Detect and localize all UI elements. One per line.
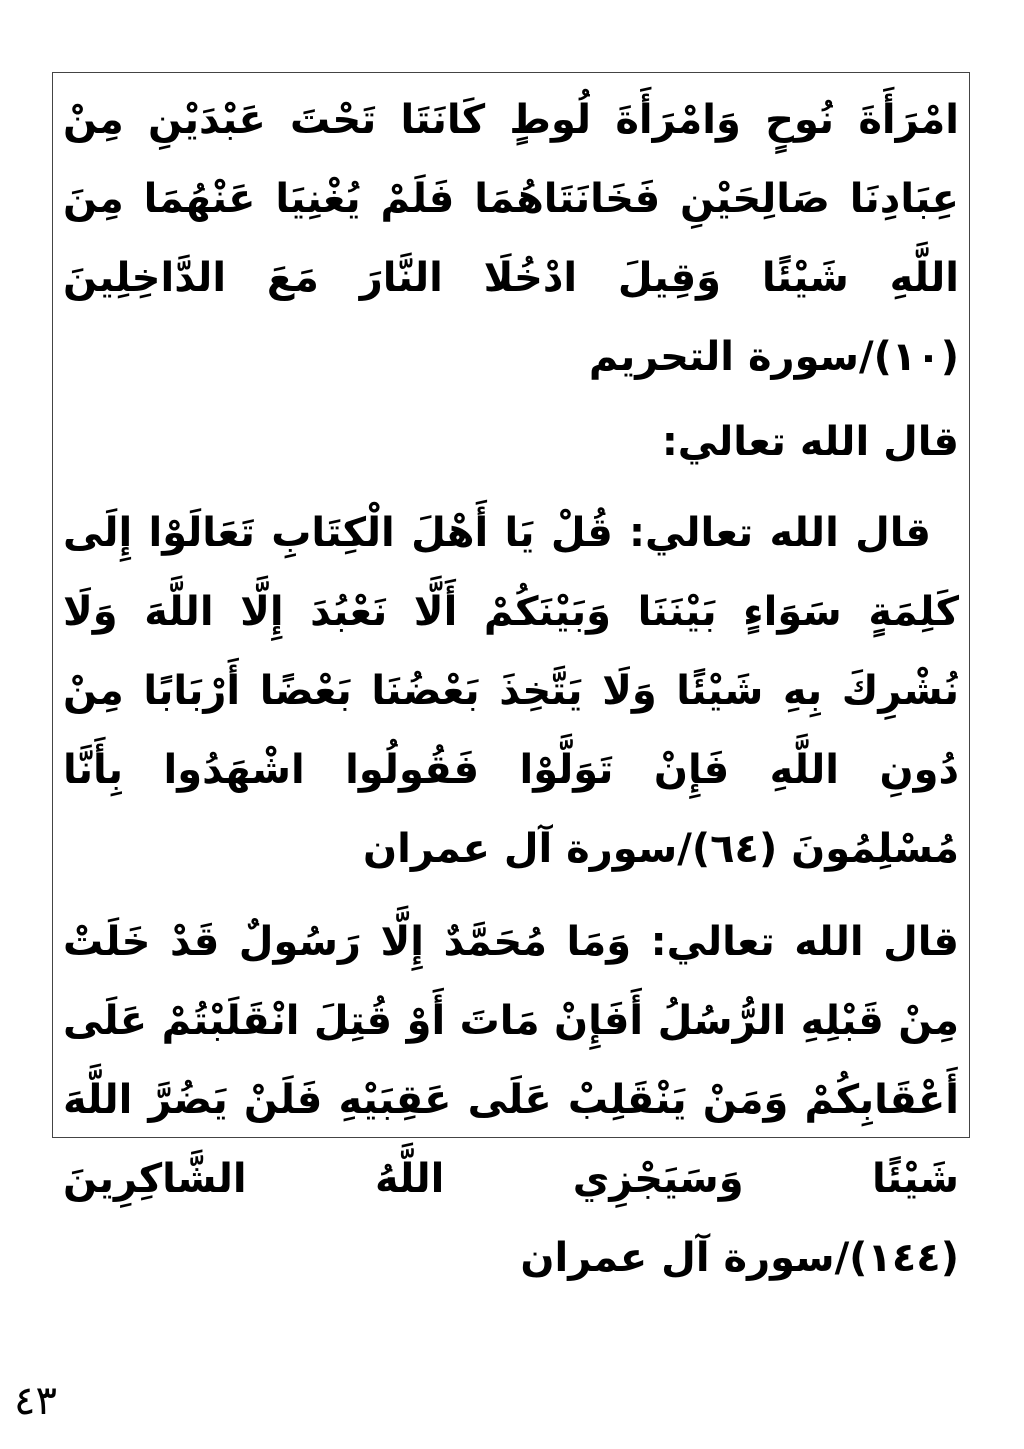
verse-text-3: قال الله تعالي: وَمَا مُحَمَّدٌ إِلَّا رَسُولٌ قَدْ خَلَتْ مِنْ قَبْلِهِ الرُّسُلُ أَفَإِنْ مَاتَ أَوْ قُتِلَ انْقَلَبْتُمْ عَلَى أَعْقَابِكُمْ وَمَنْ يَنْقَلِبْ عَلَى عَقِبَيْهِ فَلَنْ يَضُرَّ اللَّهَ شَيْئًا وَسَيَجْزِي اللَّهُ الشَّاكِرِينَ <box>63 919 959 1202</box>
page-number: ٤٣ <box>14 1378 57 1424</box>
verse-passage-3 <box>63 903 959 1298</box>
verse-text-1: امْرَأَةَ نُوحٍ وَامْرَأَةَ لُوطٍ كَانَتَا تَحْتَ عَبْدَيْنِ مِنْ عِبَادِنَا صَالِحَيْنِ فَخَانَتَاهُمَا فَلَمْ يُغْنِيَا عَنْهُمَا مِنَ اللَّهِ شَيْئًا وَقِيلَ ادْخُلَا النَّارَ مَعَ الدَّاخِلِينَ <box>63 97 959 301</box>
verse-reference-2: (٦٤)/سورة آل عمران <box>363 826 778 872</box>
page-frame <box>52 72 970 1281</box>
section-heading: قال الله تعالي: <box>661 419 959 465</box>
verse-passage-2 <box>63 494 959 889</box>
verse-reference-3: (١٤٤)/سورة آل عمران <box>520 1235 959 1281</box>
verse-passage-1 <box>63 81 959 397</box>
verse-text-2: قال الله تعالي: قُلْ يَا أَهْلَ الْكِتَابِ تَعَالَوْا إِلَى كَلِمَةٍ سَوَاءٍ بَيْنَنَا وَبَيْنَكُمْ أَلَّا نَعْبُدَ إِلَّا اللَّهَ وَلَا نُشْرِكَ بِهِ شَيْئًا وَلَا يَتَّخِذَ بَعْضُنَا بَعْضًا أَرْبَابًا مِنْ دُونِ اللَّهِ فَإِنْ تَوَلَّوْا فَقُولُوا اشْهَدُوا بِأَنَّا مُسْلِمُونَ <box>63 510 959 872</box>
verse-reference-1: (١٠)/سورة التحريم <box>588 334 959 380</box>
